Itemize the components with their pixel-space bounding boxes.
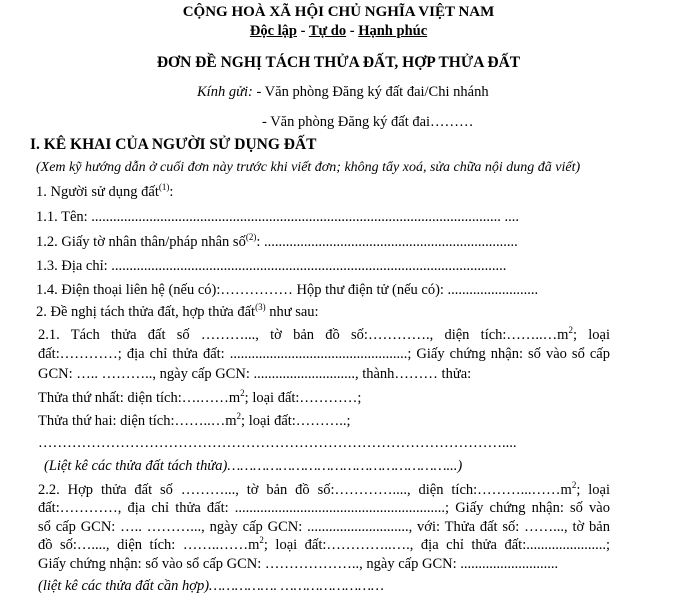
field-contact: 1.4. Điện thoại liên hệ (nếu có):…………… Hộp thư điện tử (nếu có): ......................... [36,282,539,298]
split-list-note: (Liệt kê các thửa đất tách thửa)……………………………………………...) [44,458,463,474]
split-parcel-2-text: Thửa thứ hai: diện tích:……..…m [38,413,237,429]
field-address: 1.3. Địa chỉ: ............................................................................................................. [36,258,507,274]
merge-line-5: Giấy chứng nhận: số vào sổ cấp GCN: ……………….., ngày cấp GCN: ........................... [38,556,559,572]
field-name: 1.1. Tên: ................................................................................................................. .... [36,209,520,225]
merge-line-4-tail: ; loại đất:…………..…., địa chỉ thửa đất:......................; [263,537,610,553]
split-line-1 [38,327,610,344]
unit-exponent: 2 [259,535,264,546]
split-parcel-2-tail: ; loại đất:………..; [241,413,351,429]
unit-exponent: 2 [240,388,245,399]
merge-line-3: sổ cấp GCN: ….. ………..., ngày cấp GCN: ............................, với: Thửa đất số: ……..., tờ bản [38,519,610,535]
motto-separator-1: - [296,23,309,39]
merge-line-4-text: đồ số:…...., diện tích: ……..……m [38,537,260,553]
field-id-document [36,234,518,251]
item-1-tail: : [169,184,174,200]
motto-separator-2: - [346,23,359,39]
split-parcel-1 [38,390,361,407]
merge-line-4 [38,537,610,554]
footnote-ref: (1) [158,182,170,193]
unit-exponent: 2 [571,480,577,491]
nation-heading: CỘNG HOÀ XÃ HỘI CHỦ NGHĨA VIỆT NAM [182,4,495,20]
motto-part-3: Hạnh phúc [358,23,428,39]
national-motto [0,23,677,40]
instruction-note: (Xem kỹ hướng dẫn ở cuối đơn này trước khi viết đơn; không tẩy xoá, sửa chữa nội dung đã viết) [36,160,581,175]
field-id-label: 1.2. Giấy tờ nhân thân/pháp nhân số [36,234,246,250]
split-line-3: GCN: ….. ……….., ngày cấp GCN: ............................, thành……… thửa: [38,366,472,382]
recipient-office-1: - Văn phòng Đăng ký đất đai/Chi nhánh [252,84,489,100]
split-parcel-1-tail: ; loại đất:…………; [244,390,362,406]
split-line-1-tail: ; loại [572,327,610,343]
unit-exponent: 2 [568,325,573,336]
merge-line-1-tail: ; loại [576,482,611,498]
recipient-line-2: - Văn phòng Đăng ký đất đai……… [262,114,474,130]
merge-line-2: đất:…………, địa chỉ thửa đất: ..........................................................; Giấy chứng nhận: số vào [38,500,610,516]
split-extra-dots: …………………………………………………………………………………….... [38,435,517,451]
split-parcel-2 [38,413,351,430]
footnote-ref: (2) [245,232,257,243]
merge-line-1 [38,482,610,499]
unit-exponent: 2 [236,411,242,422]
split-parcel-1-text: Thửa thứ nhất: diện tích:….……m [38,390,241,406]
document-title: ĐƠN ĐỀ NGHỊ TÁCH THỬA ĐẤT, HỢP THỬA ĐẤT [156,54,521,71]
motto-part-1: Độc lập [249,23,297,39]
recipient-line-1 [197,84,489,101]
item-2-heading [36,304,319,321]
split-line-1-text: 2.1. Tách thửa đất số ………..., tờ bản đồ số:…………., diện tích:……..…m [38,327,569,343]
item-1-heading [36,184,173,201]
item-2-tail: như sau: [265,304,319,320]
footnote-ref: (3) [255,302,266,313]
item-1-label: 1. Người sử dụng đất [36,184,159,200]
item-2-label: 2. Đề nghị tách thửa đất, hợp thửa đất [36,304,256,320]
motto-part-2: Tự do [308,23,347,39]
field-id-dots: : ...................................................................... [256,234,518,250]
split-line-2: đất:…………; địa chỉ thửa đất: .................................................; Giấy chứng nhận: số vào sổ cấp [38,346,610,362]
merge-list-note: (liệt kê các thửa đất cần hợp)……………. …………………… [38,578,384,594]
recipient-label: Kính gửi: [197,84,253,100]
section-heading: I. KÊ KHAI CỦA NGƯỜI SỬ DỤNG ĐẤT [30,136,317,153]
merge-line-1-text: 2.2. Hợp thửa đất số ………..., tờ bản đồ số:…………...., diện tích:………...……m [38,482,572,498]
